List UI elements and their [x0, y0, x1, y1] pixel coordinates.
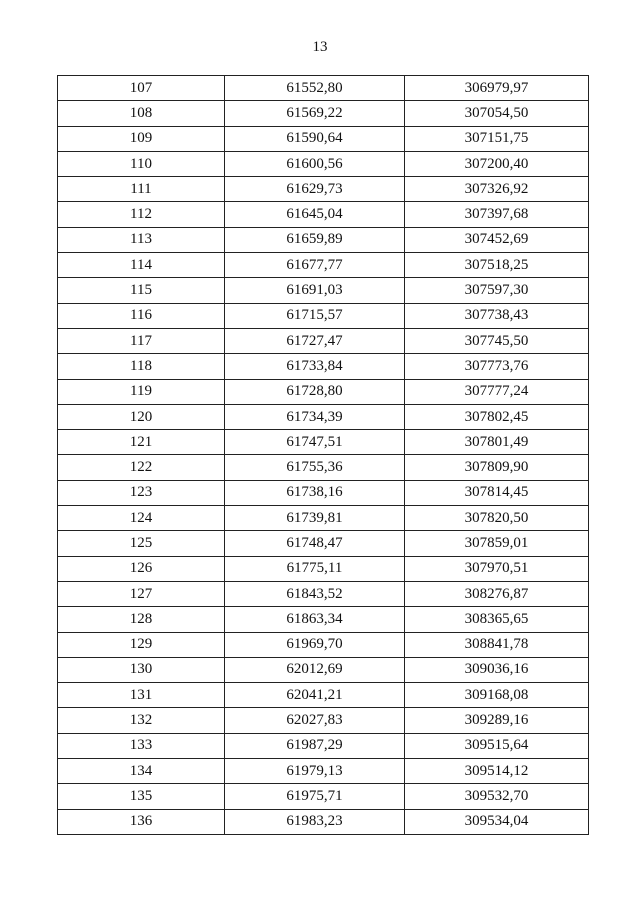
x-coordinate-cell: 61747,51 [225, 430, 405, 455]
point-number-cell: 122 [58, 455, 225, 480]
table-row [58, 278, 589, 303]
table-row [58, 632, 589, 657]
point-number-cell: 136 [58, 809, 225, 834]
point-number-cell: 112 [58, 202, 225, 227]
y-coordinate-cell: 307151,75 [405, 126, 589, 151]
point-number-cell: 123 [58, 480, 225, 505]
table-row [58, 581, 589, 606]
x-coordinate-cell: 61600,56 [225, 151, 405, 176]
point-number-cell: 124 [58, 506, 225, 531]
x-coordinate-cell: 61552,80 [225, 76, 405, 101]
table-row [58, 328, 589, 353]
y-coordinate-cell: 307814,45 [405, 480, 589, 505]
y-coordinate-cell: 309036,16 [405, 657, 589, 682]
x-coordinate-cell: 61739,81 [225, 506, 405, 531]
y-coordinate-cell: 308276,87 [405, 581, 589, 606]
table-row [58, 733, 589, 758]
y-coordinate-cell: 307397,68 [405, 202, 589, 227]
x-coordinate-cell: 61979,13 [225, 759, 405, 784]
x-coordinate-cell: 61775,11 [225, 556, 405, 581]
table-row [58, 759, 589, 784]
point-number-cell: 110 [58, 151, 225, 176]
table-row [58, 227, 589, 252]
point-number-cell: 121 [58, 430, 225, 455]
table-row [58, 202, 589, 227]
point-number-cell: 116 [58, 303, 225, 328]
y-coordinate-cell: 309289,16 [405, 708, 589, 733]
point-number-cell: 115 [58, 278, 225, 303]
point-number-cell: 120 [58, 404, 225, 429]
y-coordinate-cell: 306979,97 [405, 76, 589, 101]
y-coordinate-cell: 309514,12 [405, 759, 589, 784]
y-coordinate-cell: 307777,24 [405, 379, 589, 404]
x-coordinate-cell: 61738,16 [225, 480, 405, 505]
table-row [58, 531, 589, 556]
x-coordinate-cell: 61728,80 [225, 379, 405, 404]
table-row [58, 430, 589, 455]
x-coordinate-cell: 61727,47 [225, 328, 405, 353]
x-coordinate-cell: 61734,39 [225, 404, 405, 429]
table-row [58, 455, 589, 480]
point-number-cell: 117 [58, 328, 225, 353]
y-coordinate-cell: 307820,50 [405, 506, 589, 531]
y-coordinate-cell: 307200,40 [405, 151, 589, 176]
y-coordinate-cell: 307859,01 [405, 531, 589, 556]
table-row [58, 151, 589, 176]
point-number-cell: 114 [58, 253, 225, 278]
table-row [58, 126, 589, 151]
y-coordinate-cell: 308365,65 [405, 607, 589, 632]
x-coordinate-cell: 61987,29 [225, 733, 405, 758]
x-coordinate-cell: 61715,57 [225, 303, 405, 328]
x-coordinate-cell: 62027,83 [225, 708, 405, 733]
page-number: 13 [312, 39, 328, 55]
table-row [58, 76, 589, 101]
x-coordinate-cell: 61755,36 [225, 455, 405, 480]
point-number-cell: 128 [58, 607, 225, 632]
y-coordinate-cell: 309515,64 [405, 733, 589, 758]
point-number-cell: 127 [58, 581, 225, 606]
table-row [58, 506, 589, 531]
point-number-cell: 119 [58, 379, 225, 404]
y-coordinate-cell: 307802,45 [405, 404, 589, 429]
x-coordinate-cell: 61629,73 [225, 177, 405, 202]
table-row [58, 784, 589, 809]
x-coordinate-cell: 62041,21 [225, 683, 405, 708]
x-coordinate-cell: 61677,77 [225, 253, 405, 278]
y-coordinate-cell: 307518,25 [405, 253, 589, 278]
x-coordinate-cell: 61590,64 [225, 126, 405, 151]
y-coordinate-cell: 309168,08 [405, 683, 589, 708]
point-number-cell: 107 [58, 76, 225, 101]
y-coordinate-cell: 307326,92 [405, 177, 589, 202]
x-coordinate-cell: 61969,70 [225, 632, 405, 657]
point-number-cell: 126 [58, 556, 225, 581]
point-number-cell: 132 [58, 708, 225, 733]
table-row [58, 480, 589, 505]
point-number-cell: 108 [58, 101, 225, 126]
coordinates-table [57, 75, 589, 835]
x-coordinate-cell: 61691,03 [225, 278, 405, 303]
point-number-cell: 131 [58, 683, 225, 708]
y-coordinate-cell: 309534,04 [405, 809, 589, 834]
table-row [58, 404, 589, 429]
table-row [58, 657, 589, 682]
x-coordinate-cell: 61645,04 [225, 202, 405, 227]
table-row [58, 683, 589, 708]
point-number-cell: 135 [58, 784, 225, 809]
point-number-cell: 118 [58, 354, 225, 379]
point-number-cell: 113 [58, 227, 225, 252]
coordinates-table-body [58, 76, 589, 835]
y-coordinate-cell: 307597,30 [405, 278, 589, 303]
table-row [58, 708, 589, 733]
x-coordinate-cell: 62012,69 [225, 657, 405, 682]
x-coordinate-cell: 61983,23 [225, 809, 405, 834]
point-number-cell: 111 [58, 177, 225, 202]
x-coordinate-cell: 61659,89 [225, 227, 405, 252]
y-coordinate-cell: 307745,50 [405, 328, 589, 353]
table-row [58, 303, 589, 328]
point-number-cell: 125 [58, 531, 225, 556]
table-row [58, 607, 589, 632]
x-coordinate-cell: 61863,34 [225, 607, 405, 632]
table-row [58, 101, 589, 126]
table-row [58, 556, 589, 581]
y-coordinate-cell: 307054,50 [405, 101, 589, 126]
x-coordinate-cell: 61569,22 [225, 101, 405, 126]
y-coordinate-cell: 308841,78 [405, 632, 589, 657]
point-number-cell: 133 [58, 733, 225, 758]
y-coordinate-cell: 307801,49 [405, 430, 589, 455]
table-row [58, 379, 589, 404]
point-number-cell: 129 [58, 632, 225, 657]
table-row [58, 354, 589, 379]
y-coordinate-cell: 307738,43 [405, 303, 589, 328]
y-coordinate-cell: 307773,76 [405, 354, 589, 379]
point-number-cell: 130 [58, 657, 225, 682]
y-coordinate-cell: 307809,90 [405, 455, 589, 480]
x-coordinate-cell: 61733,84 [225, 354, 405, 379]
point-number-cell: 109 [58, 126, 225, 151]
x-coordinate-cell: 61975,71 [225, 784, 405, 809]
table-row [58, 809, 589, 834]
x-coordinate-cell: 61843,52 [225, 581, 405, 606]
y-coordinate-cell: 309532,70 [405, 784, 589, 809]
x-coordinate-cell: 61748,47 [225, 531, 405, 556]
point-number-cell: 134 [58, 759, 225, 784]
table-row [58, 177, 589, 202]
table-row [58, 253, 589, 278]
y-coordinate-cell: 307970,51 [405, 556, 589, 581]
y-coordinate-cell: 307452,69 [405, 227, 589, 252]
